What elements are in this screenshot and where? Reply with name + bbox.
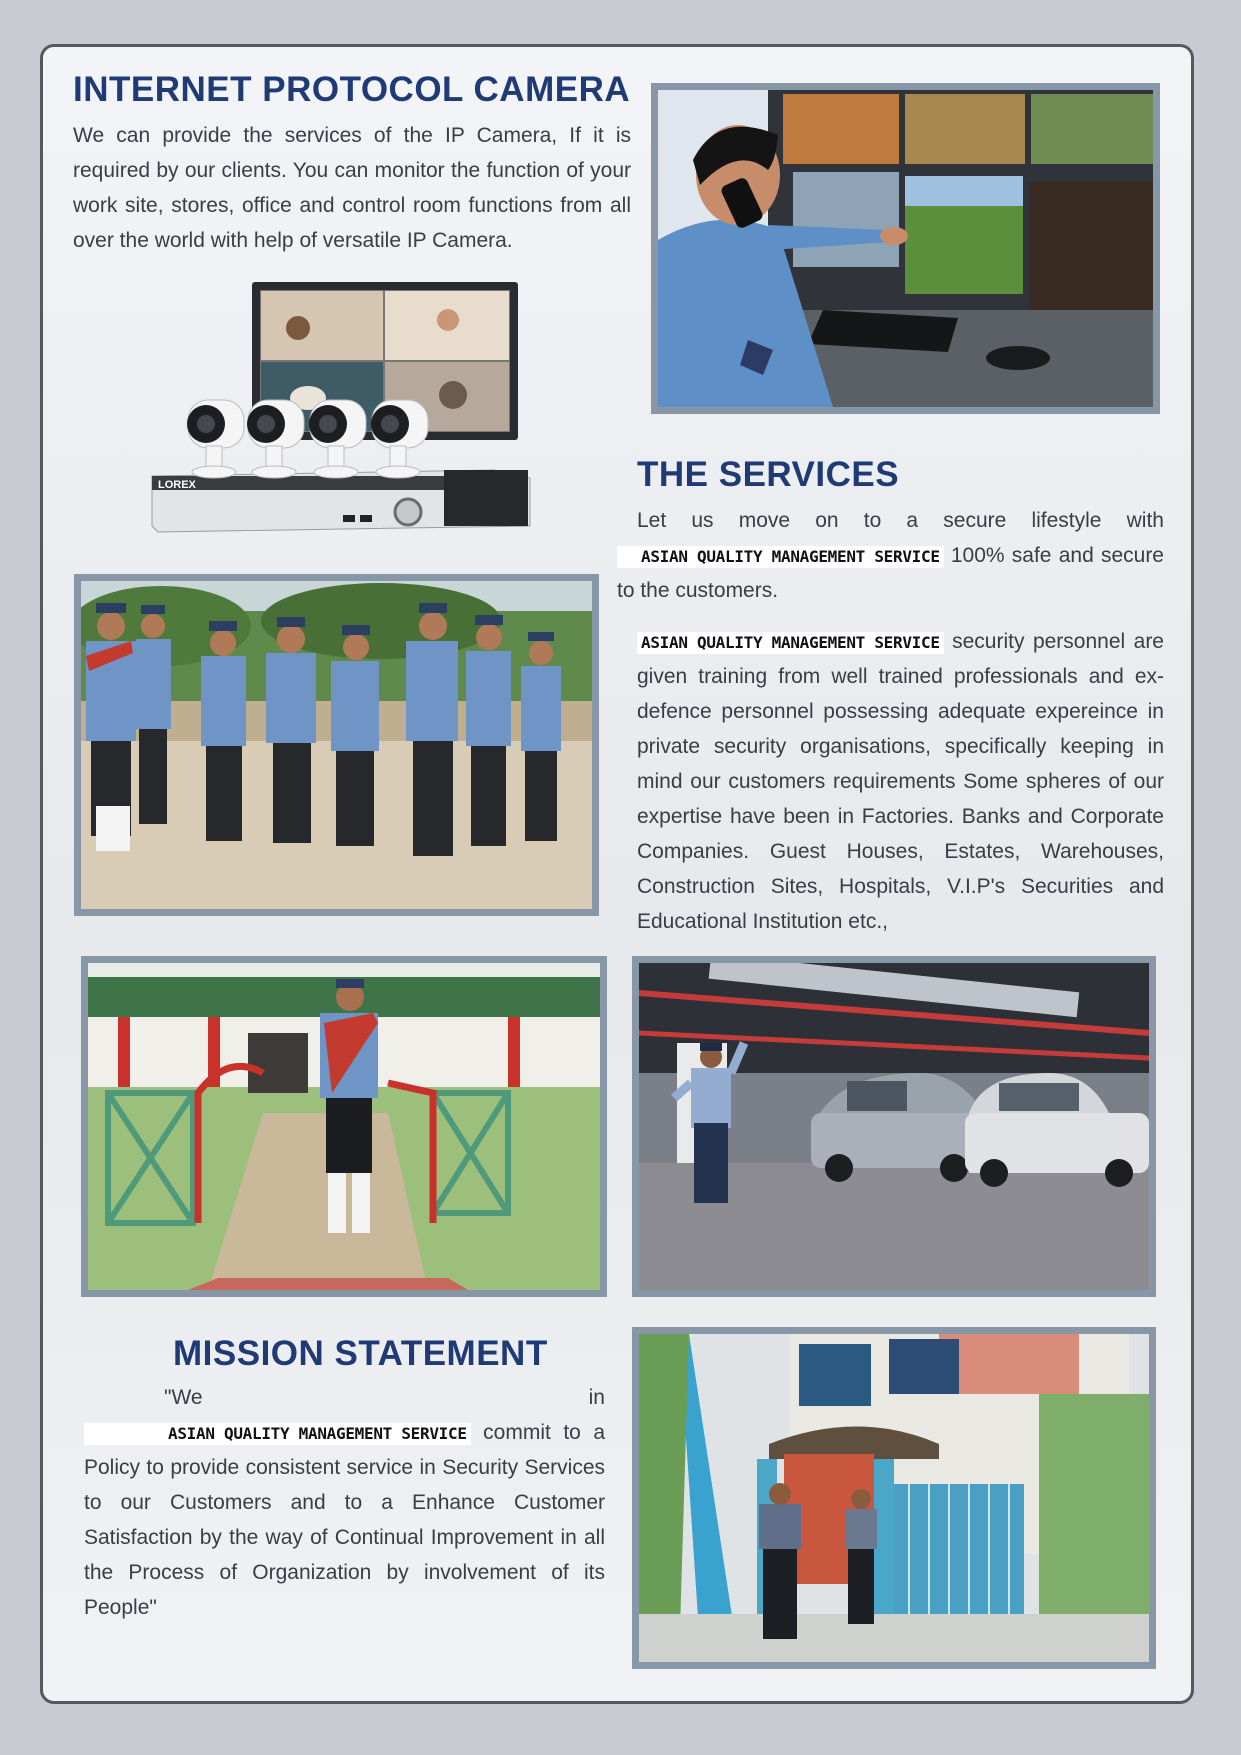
mission-paragraph	[84, 1380, 605, 1625]
services-p1-rest: 100% safe and secure to the customers.	[617, 544, 1164, 602]
dvr-kit-svg	[148, 280, 532, 545]
guard-at-bridge-photo	[81, 956, 607, 1297]
gate-svg	[639, 1334, 1149, 1662]
company-name-badge: ASIAN QUALITY MANAGEMENT SERVICE	[617, 546, 944, 568]
ip-camera-title: INTERNET PROTOCOL CAMERA	[73, 70, 631, 109]
control-room-svg	[658, 90, 1153, 407]
cctv-camera-dvr-kit-illustration	[148, 280, 532, 545]
company-name-badge: ASIAN QUALITY MANAGEMENT SERVICE	[84, 1423, 471, 1445]
company-name-badge: ASIAN QUALITY MANAGEMENT SERVICE	[637, 632, 944, 654]
services-p1-intro: Let us move on to a secure lifestyle with	[637, 509, 1164, 532]
guards-svg	[81, 581, 592, 909]
mission-intro: "We in	[164, 1386, 605, 1409]
parking-guard-photo	[632, 956, 1156, 1297]
services-paragraph-2	[637, 624, 1164, 939]
mission-text: commit to a Policy to provide consistent service in Security Services to our Customers and to a Enhance Customer Satisfaction by the way of Continual Improvement in all the Process of Organization by involvement of its People"	[84, 1421, 605, 1619]
services-title: THE SERVICES	[637, 455, 900, 494]
parking-svg	[639, 963, 1149, 1290]
guards-at-gate-photo	[632, 1327, 1156, 1669]
services-paragraph-1	[617, 503, 1164, 608]
dvr-brand-label: LOREX	[158, 479, 196, 491]
control-room-photo	[651, 83, 1160, 414]
services-p2-text: security personnel are given training from well trained professionals and ex-defence personnel possessing adequate expereince in private security organisations, specifically keeping in mind our customers requirements Some spheres of our expertise have been in Factories. Banks and Corporate Companies. Guest Houses, Estates, Warehouses, Construction Sites, Hospitals, V.I.P's Securities and Educational Institution etc.,	[637, 630, 1164, 933]
mission-title: MISSION STATEMENT	[173, 1334, 548, 1373]
ip-camera-body: We can provide the services of the IP Camera, If it is required by our clients. You can monitor the function of your work site, stores, office and control room functions from all over the world with help of versatile IP Camera.	[73, 124, 631, 252]
bridge-svg	[88, 963, 600, 1290]
security-guards-photo	[74, 574, 599, 916]
